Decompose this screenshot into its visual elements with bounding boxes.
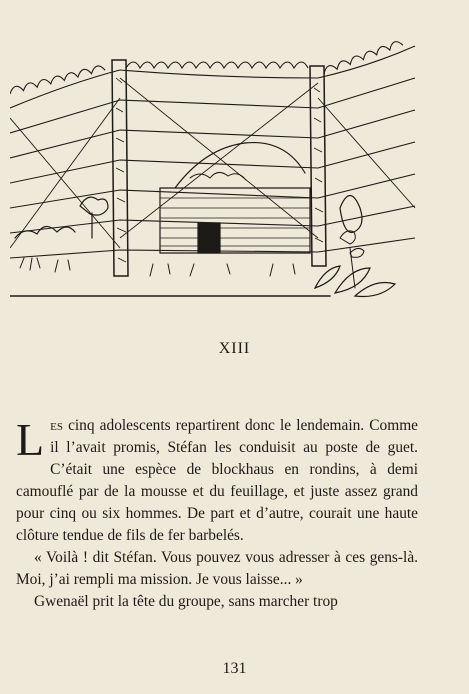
- paragraph-3: Gwenaël prit la tête du groupe, sans marcher trop: [34, 593, 338, 610]
- body-text: [16, 415, 418, 613]
- paragraph-2: « Voilà ! dit Stéfan. Vous pouvez vous adresser à ces gens-là. Moi, j’ai rempli ma mission. Je vous laisse... »: [16, 549, 418, 588]
- drop-cap: L: [16, 414, 45, 465]
- chapter-number: XIII: [218, 340, 251, 357]
- page-number: 131: [222, 660, 247, 677]
- paragraph-1-text: cinq adolescents repartirent donc le lendemain. Comme il l’avait promis, Stéfan les conduisit au poste de guet. C’était une espèce de blockhaus en rondins, à demi camouflé par de la mousse et du feuillage, et juste assez grand pour cinq ou six hommes. De part et d’autre, courait une haute clôture tendue de fils de fer barbelés.: [16, 417, 418, 544]
- small-caps-lead: es: [50, 417, 63, 434]
- illustration-barbed-wire-blockhouse: [10, 38, 420, 300]
- paragraph-1: [16, 415, 418, 547]
